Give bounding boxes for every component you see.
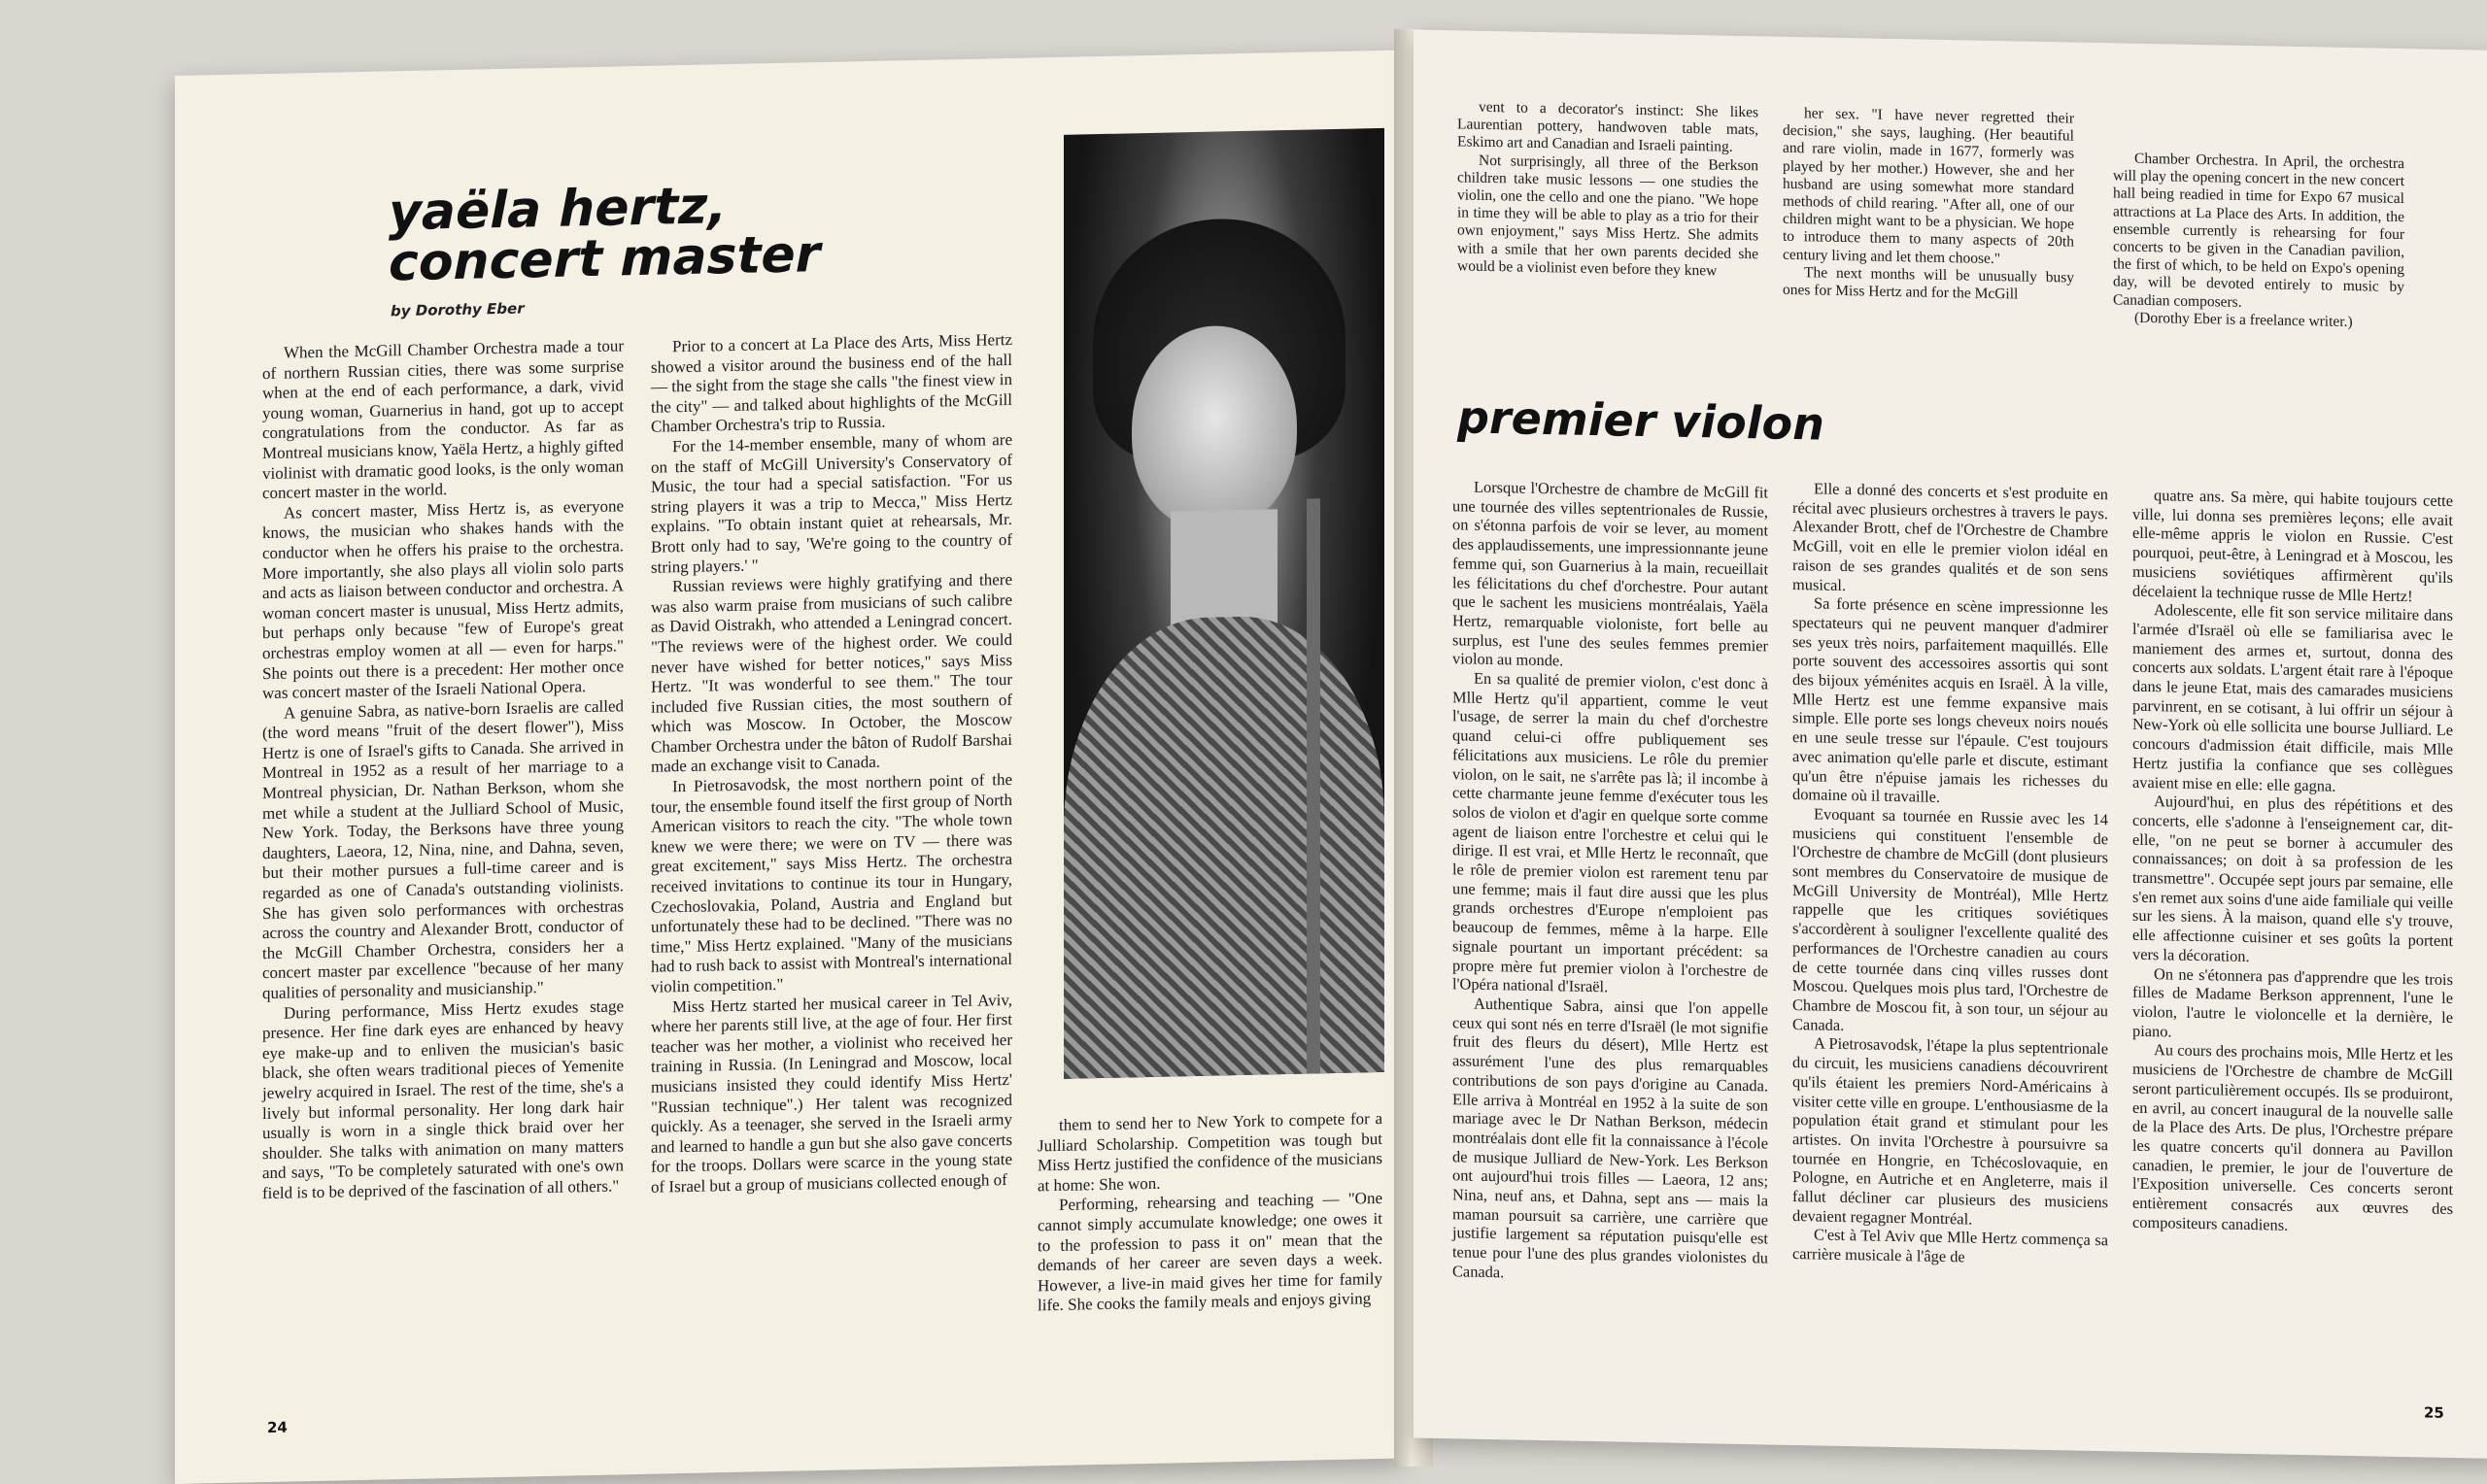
paragraph: As concert master, Miss Hertz is, as everyone knows, the musician who shakes hands with the conductor when he offers his praise to the orchestra. More importantly, she also plays all violin solo parts and acts as liaison between conductor and orchestra. A woman concert master is unusual, Miss Hertz admits, but perhaps only because "few of Europe's great orchestras employ women at all — even for harps." She points out there is a precedent: Her mother once was concert master of the Israeli National Opera. <box>262 496 624 703</box>
paragraph: them to send her to New York to compete for a Julliard Scholarship. Competition was tough but Miss Hertz justified the confidence of the musicians at home: She won. <box>1038 1108 1382 1196</box>
right-top-column-3 <box>2113 150 2404 332</box>
left-page <box>175 51 1404 1484</box>
page-number-right: 25 <box>2424 1403 2444 1422</box>
paragraph: Miss Hertz started her musical career in Tel Aviv, where her parents still live, at the age of four. Her first teacher was her mother, a violinist who received her training in Russia. (In Leningrad and Moscow, local musicians insisted they could identify Miss Hertz' "Russian technique".) Her talent was recognized quickly. As a teenager, she served in the Israeli army and learned to handle a gun but she also gave concerts for the troops. Dollars were scarce in the young state of Israel but a group of musicians collected enough of <box>651 990 1012 1197</box>
paragraph: Aujourd'hui, en plus des répétitions et des concerts, elle s'adonne à l'enseignement car, dit-elle, "on ne peut se borner à accumuler des connaissances; on doit à sa profession de les transmettre". Occupée sept jours par semaine, elle s'en remet aux soins d'une aide familiale qui veille sur les siens. À la maison, quand elle s'y trouve, elle affectionne cuisiner et ses goûts la portent vers la décoration. <box>2132 792 2453 965</box>
paragraph: On ne s'étonnera pas d'apprendre que les trois filles de Madame Berkson apprennent, l'une le violon, l'autre le violoncelle et la dernière, le piano. <box>2132 963 2453 1041</box>
violinist-photo <box>1064 128 1384 1079</box>
right-top-column-1 <box>1457 98 1758 281</box>
paragraph: C'est à Tel Aviv que Mlle Hertz commença sa carrière musicale à l'âge de <box>1792 1225 2108 1266</box>
paragraph: vent to a decorator's instinct: She likes Laurentian pottery, handwoven table mats, Eskimo art and Canadian and Israeli painting. <box>1457 98 1758 156</box>
paragraph: Au cours des prochains mois, Mlle Hertz et les musiciens de l'Orchestre de chambre de McGill seront particulièrement occupés. Ils se produiront, en avril, au concert inaugural de la nouvelle salle de la Place des Arts. De plus, l'Orchestre prépare les quatre concerts qu'il donnera au Pavillon canadien, le premier, le jour de l'ouverture de l'Exposition universelle. Ces concerts seront entièrement consacrés aux œuvres des compositeurs canadiens. <box>2132 1040 2453 1234</box>
paragraph: Prior to a concert at La Place des Arts, Miss Hertz showed a visitor around the business end of the hall — the sight from the stage she calls "the finest view in the city" — and talked about highlights of the McGill Chamber Orchestra's trip to Russia. <box>651 329 1012 437</box>
title-line-1: yaëla hertz, <box>389 177 728 243</box>
paragraph: A genuine Sabra, as native-born Israelis are called (the word means "fruit of the desert flower"), Miss Hertz is one of Israel's gifts to Canada. She arrived in Montreal in 1952 as a result of her marriage to a Montreal physician, Dr. Nathan Berkson, whom she met while a student at the Julliard School of Music, New York. Today, the Berksons have three young daughters, Laeora, 12, Nina, nine, and Dahna, seven, but their mother pursues a full-time career and is regarded as one of Canada's outstanding violinists. She has given solo performances with orchestras across the country and Alexander Brott, conductor of the McGill Chamber Orchestra, considers her a concert master par excellence "because of her many qualities of personality and musicianship." <box>262 696 624 1003</box>
paragraph: Chamber Orchestra. In April, the orchestra will play the opening concert in the new concert hall being readied in time for Expo 67 musical attractions at La Place des Arts. In addition, the ensemble currently is rehearsing for four concerts to be given in the Canadian pavilion, the first of which, to be held on Expo's opening day, will be devoted entirely to music by Canadian composers. <box>2113 150 2404 311</box>
paragraph: Adolescente, elle fit son service militaire dans l'armée d'Israël où elle se familiarisa avec le maniement des armes et, surtout, donna des concerts aux soldats. L'argent était rare à l'époque dans le jeune Etat, mais des camarades musiciens parvinrent, en se cotisant, à lui offrir un séjour à New-York où elle sollicita une bourse Julliard. Le concours d'admission était difficile, mais Mlle Hertz justifia la confiance que ses collègues avaient mise en elle: elle gagna. <box>2132 600 2453 795</box>
paragraph: Russian reviews were highly gratifying and there was also warm praise from musicians of such calibre as David Oistrakh, who attended a Leningrad concert. "The reviews were of the highest order. We could never have wished for better notices," says Miss Hertz. "It was wonderful to see them." The tour included five Russian cities, the most southern of which was Moscow. In October, the Moscow Chamber Orchestra under the bâton of Rudolf Barshai made an exchange visit to Canada. <box>651 570 1012 777</box>
paragraph: When the McGill Chamber Orchestra made a tour of northern Russian cities, there was some surprise when at the end of each performance, a dark, vivid young woman, Guarnerius in hand, got up to accept congratulations from the conductor. As far as Montreal musicians know, Yaëla Hertz, a highly gifted violinist with dramatic good looks, is the only woman concert master in the world. <box>262 336 624 503</box>
paragraph: En sa qualité de premier violon, c'est donc à Mlle Hertz qu'il appartient, comme le veut l'usage, de serrer la main du chef d'orchestre quand celui-ci offre publiquement ses félicitations aux musiciens. Le rôle du premier violon, on le sait, ne s'arrête pas là; il incombe à cette charmante jeune femme d'exécuter tous les solos de violon et d'agir en quelque sorte comme agent de liaison entre l'orchestre et celui qui le dirige. Il est vrai, et Mlle Hertz le reconnaît, que le rôle de premier violon est rarement tenu par une femme; mais il faut dire aussi que les plus grands orchestres d'Europe n'emploient pas beaucoup de femmes, même à la harpe. Elle signale pourtant un important précédent: sa propre mère fut premier violon à l'orchestre de l'Opéra national d'Israël. <box>1452 668 1768 996</box>
paragraph: Sa forte présence en scène impressionne les spectateurs qui ne peuvent manquer d'admirer ses yeux très noirs, parfaitement maquillés. Elle porte souvent des accessoires assortis qui sont des bijoux yéménites acquis en Israël. À la ville, Mlle Hertz est une femme expansive mais simple. Elle porte ses longs cheveux noirs noués en une seule tresse sur l'épaule. C'est toujours avec animation qu'elle parle et discute, estimant qu'un être n'épuise jamais les richesses du domaine où il travaille. <box>1792 593 2108 807</box>
paragraph: A Pietrosavodsk, l'étape la plus septentrionale du circuit, les musiciens canadiens découvrirent qu'ils étaient les premiers Nord-Américains à visiter cette ville en groupe. L'enthousiasme de la population était grand et stimulant pour les artistes. On invita l'Orchestre à poursuivre sa tournée en Hongrie, en Tchécoslovaquie, en Pologne, en Autriche et en Angleterre, mais il fallut décliner car plusieurs des musiciens devaient regagner Montréal. <box>1792 1033 2108 1229</box>
left-column-1 <box>262 336 624 1203</box>
left-column-2 <box>651 330 1012 1197</box>
magazine-spread <box>146 29 2453 1437</box>
french-column-2 <box>1792 479 2108 1269</box>
paragraph: quatre ans. Sa mère, qui habite toujours cette ville, lui donna ses premières leçons; elle avait elle-même appris le violon en Russie. C'est pourquoi, peut-être, à Leningrad et à Moscou, les musiciens soviétiques affirmèrent qu'ils décelaient la technique russe de Mlle Hertz! <box>2132 486 2453 605</box>
paragraph: The next months will be unusually busy ones for Miss Hertz and for the McGill <box>1783 264 2074 303</box>
byline: by Dorothy Eber <box>391 299 525 320</box>
french-column-1 <box>1452 477 1768 1287</box>
paragraph: In Pietrosavodsk, the most northern point of the tour, the ensemble found itself the first group of North American visitors to reach the city. "The whole town knew we were there; we were on TV — there was great excitement," says Miss Hertz. The orchestra received invitations to continue its tour in Hungary, Czechoslovakia, Poland, Austria and England but unfortunately these had to be declined. "There was no time," Miss Hertz explained. "Many of the musicians had to rush back to assist with Montreal's international violin competition." <box>651 770 1012 996</box>
french-column-3 <box>2132 486 2453 1238</box>
paragraph: Evoquant sa tournée en Russie avec les 14 musiciens qui constituent l'ensemble de l'Orchestre de chambre de McGill (dont plusieurs sont membres du Conservatoire de musique de McGill University de Montréal), Mlle Hertz rappelle que les critiques soviétiques s'accordèrent à souligner l'excellente qualité des performances de l'Orchestre canadien au cours de cette tournée dans cinq villes russes dont Moscou. Quelques mois plus tard, l'Orchestre de Chambre de Moscou fit, à son tour, un séjour au Canada. <box>1792 804 2108 1034</box>
title-line-2: concert master <box>389 225 821 293</box>
paragraph: Lorsque l'Orchestre de chambre de McGill fit une tournée des villes septentrionales de Russie, on s'étonna parfois de voir se lever, au moment des applaudissements, une impressionnante jeune femme qui, son Guarnerius à la main, recueillait les félicitations du chef d'orchestre. Pour autant que le sachent les musiciens montréalais, Yaëla Hertz, remarquable violoniste, fort belle au surplus, est l'une des seules femmes premier violon au monde. <box>1452 477 1768 670</box>
paragraph: During performance, Miss Hertz exudes stage presence. Her fine dark eyes are enhanced by heavy eye make-up and to enliven the musician's basic black, she often wears traditional pieces of Yemenite jewelry acquired in Israel. The rest of the time, she's a lively but informal personality. Her long dark hair usually is worn in a single thick braid over her shoulder. She talks with animation on many matters and says, "To be completely saturated with one's own field is to be deprived of the fascination of all others." <box>262 995 624 1203</box>
french-title: premier violon <box>1457 390 1824 451</box>
paragraph: Performing, rehearsing and teaching — "One cannot simply accumulate knowledge; one owes it to the profession to pass it on" mean that the demands of her career are seven days a week. However, a live-in maid gives her time for family life. She cooks the family meals and enjoys giving <box>1038 1189 1382 1315</box>
paragraph: her sex. "I have never regretted their decision," she says, laughing. (Her beautiful and rare violin, made in 1677, formerly was played by her mother.) However, she and her husband are using somewhat more standard methods of child rearing. "After all, one of our children might want to be a physician. We hope to introduce them to many aspects of 20th century living and let them choose." <box>1783 105 2074 267</box>
paragraph: Not surprisingly, all three of the Berkson children take music lessons — one studies the violin, one the cello and one the piano. "We hope in time they will be able to play as a trio for their own enjoyment," says Miss Hertz. She admits with a smile that her own parents decided she would be a violinist even before they knew <box>1457 152 1758 280</box>
left-column-3 <box>1038 1109 1382 1316</box>
paragraph: For the 14-member ensemble, many of whom are on the staff of McGill University's Conservatory of Music, the tour had a special satisfaction. "For us string players it was a trip to Mecca," Miss Hertz explains. "To obtain instant quiet at rehearsals, Mr. Brott only had to say, 'We're going to the country of string players.' " <box>651 429 1012 577</box>
right-page <box>1414 29 2487 1459</box>
right-top-column-2 <box>1783 105 2074 305</box>
article-title <box>389 177 821 293</box>
paragraph: Elle a donné des concerts et s'est produite en récital avec plusieurs orchestres à travers le pays. Alexander Brott, chef de l'Orchestre de Chambre McGill, voit en elle le premier violon idéal en raison de ses grandes qualités et de son sens musical. <box>1792 479 2108 594</box>
paragraph: Authentique Sabra, ainsi que l'on appelle ceux qui sont nés en terre d'Israël (le mot signifie fruit des fleurs du désert), Mlle Hertz est assurément l'une des plus remarquables contributions de son pays d'origine au Canada. Elle arriva à Montréal en 1952 à la suite de son mariage avec le Dr Nathan Berkson, médecin montréalais dont elle fit la connaissance à l'école de musique Julliard de New-York. Les Berkson ont aujourd'hui trois filles — Laeora, 12 ans; Nina, neuf ans, et Dahna, sept ans — mais la maman poursuit sa carrière, une carrière que justifie largement sa réputation puisqu'elle est tenue pour l'une des plus grandes violonistes du Canada. <box>1452 994 1768 1282</box>
paragraph: (Dorothy Eber is a freelance writer.) <box>2134 309 2353 330</box>
page-number-left: 24 <box>267 1418 288 1437</box>
